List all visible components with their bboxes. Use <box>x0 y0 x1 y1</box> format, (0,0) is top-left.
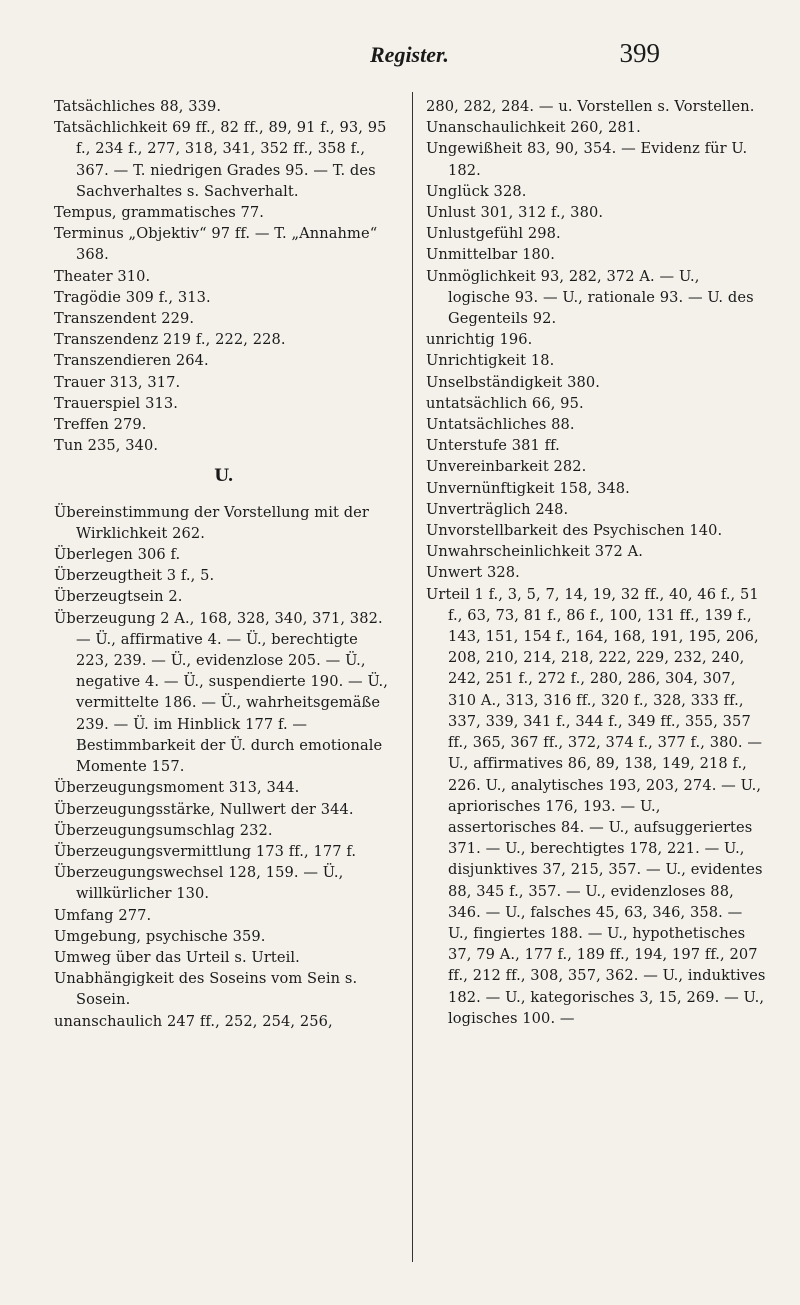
index-entry: Theater 310. <box>54 267 151 285</box>
index-entry: Übereinstimmung der Vorstellung mit der Wirklichkeit 262. <box>54 503 369 542</box>
index-entry: Unmöglichkeit 93, 282, 372 A. — U., logische 93. — U., rationale 93. — U. des Gegenteils 92. <box>426 267 754 328</box>
index-entry: Ungewißheit 83, 90, 354. — Evidenz für U. 182. <box>426 140 748 179</box>
index-entry: 280, 282, 284. — u. Vorstellen s. Vorstellen. <box>426 98 755 115</box>
index-entry: Überzeugung 2 A., 168, 328, 340, 371, 382. — Ü., affirmative 4. — Ü., berechtigte 223, 239. — Ü., evidenzlose 205. — Ü., negative 4. — Ü., suspendierte 190. — Ü., vermittelte 186. — Ü., wahrheitsgemäße 239. — Ü. im Hinblick 177 f. — Bestimmbarkeit der Ü. durch emotionale Momente 157. <box>54 609 389 776</box>
index-entry: Überzeugungsumschlag 232. <box>54 821 273 839</box>
index-entry: unrichtig 196. <box>426 331 533 349</box>
index-entry: Überzeugungsstärke, Nullwert der 344. <box>54 800 354 818</box>
index-entry: unanschaulich 247 ff., 252, 254, 256, <box>54 1012 333 1030</box>
index-entry: Untatsächliches 88. <box>426 416 575 434</box>
index-entry: Unwert 328. <box>426 564 520 582</box>
index-entry: Urteil 1 f., 3, 5, 7, 14, 19, 32 ff., 40, 46 f., 51 f., 63, 73, 81 f., 86 f., 100, 131 ff., 139 f., 143, 151, 154 f., 164, 168, 191, 195, 206, 208, 210, 214, 218, 222, 229, 232, 240, 242, 251 f., 272 f., 280, 286, 304, 307, 310 A., 313, 316 ff., 320 f., 328, 333 ff., 337, 339, 341 f., 344 f., 349 ff., 355, 357 ff., 365, 367 ff., 372, 374 f., 377 f., 380. — U., affirmatives 86, 89, 138, 149, 218 f., 226. U., analytisches 193, 203, 274. — U., apriorisches 176, 193. — U., assertorisches 84. — U., aufsuggeriertes 371. — U., berechtigtes 178, 221. — U., disjunktives 37, 215, 357. — U., evidentes 88, 345 f., 357. — U., evidenzloses 88, 346. — U., falsches 45, 63, 346, 358. — U., fingiertes 188. — U., hypothetisches 37, 79 A., 177 f., 189 ff., 194, 197 ff., 207 ff., 212 ff., 308, 357, 362. — U., induktives 182. — U., kategorisches 3, 15, 269. — U., logisches 100. — <box>426 585 766 1027</box>
index-entry: Überzeugtsein 2. <box>54 588 183 606</box>
index-entry: untatsächlich 66, 95. <box>426 394 584 412</box>
index-column-left <box>54 96 394 1032</box>
index-entry: Trauerspiel 313. <box>54 394 178 412</box>
index-entry: Tatsächliches 88, 339. <box>54 98 222 115</box>
page-number: 399 <box>619 38 660 68</box>
index-entry: Unselbständigkeit 380. <box>426 373 600 391</box>
index-entry: Unglück 328. <box>426 182 527 200</box>
index-entry: Transzendenz 219 f., 222, 228. <box>54 331 286 349</box>
index-entry: Treffen 279. <box>54 416 147 434</box>
index-entry: Überzeugungswechsel 128, 159. — Ü., willkürlicher 130. <box>54 864 344 903</box>
page-header <box>370 20 660 72</box>
index-entry: Transzendieren 264. <box>54 352 209 370</box>
index-entry: Umweg über das Urteil s. Urteil. <box>54 948 300 966</box>
index-entry: Tempus, grammatisches 77. <box>54 204 265 222</box>
index-column-right <box>426 96 766 1029</box>
index-entry: Unanschaulichkeit 260, 281. <box>426 119 641 137</box>
running-head: Register. <box>370 42 449 67</box>
index-entry: Überzeugungsvermittlung 173 ff., 177 f. <box>54 842 357 860</box>
index-entry: Unlustgefühl 298. <box>426 225 561 243</box>
index-entry: Überzeugtheit 3 f., 5. <box>54 567 215 585</box>
index-entry: Unvorstellbarkeit des Psychischen 140. <box>426 522 723 540</box>
index-entry: Unlust 301, 312 f., 380. <box>426 204 604 222</box>
index-entry: Unverträglich 248. <box>426 500 569 518</box>
index-entry: Transzendent 229. <box>54 310 195 328</box>
index-entry: Tun 235, 340. <box>54 437 159 455</box>
index-entry: Überlegen 306 f. <box>54 546 181 564</box>
index-entry: Unvernünftigkeit 158, 348. <box>426 479 630 497</box>
column-divider <box>412 92 413 1262</box>
index-entry: Unwahrscheinlichkeit 372 A. <box>426 543 643 561</box>
index-entry: Unabhängigkeit des Soseins vom Sein s. Sosein. <box>54 970 358 1009</box>
index-entry: Umfang 277. <box>54 906 152 924</box>
index-entry: Tragödie 309 f., 313. <box>54 288 211 306</box>
index-entry: Unterstufe 381 ff. <box>426 437 560 455</box>
index-entry: Unvereinbarkeit 282. <box>426 458 587 476</box>
index-entry: Umgebung, psychische 359. <box>54 927 266 945</box>
index-entry: Tatsächlichkeit 69 ff., 82 ff., 89, 91 f., 93, 95 f., 234 f., 277, 318, 341, 352 ff., 358 f., 367. — T. niedrigen Grades 95. — T. des Sachverhaltes s. Sachverhalt. <box>54 119 387 200</box>
section-letter-heading: U. <box>214 466 234 487</box>
index-entry: Unrichtigkeit 18. <box>426 352 555 370</box>
index-entry: Terminus „Objektiv“ 97 ff. — T. „Annahme“ 368. <box>54 225 378 264</box>
index-entry: Überzeugungsmoment 313, 344. <box>54 779 300 797</box>
index-entry: Trauer 313, 317. <box>54 373 181 391</box>
index-entry: Unmittelbar 180. <box>426 246 555 264</box>
